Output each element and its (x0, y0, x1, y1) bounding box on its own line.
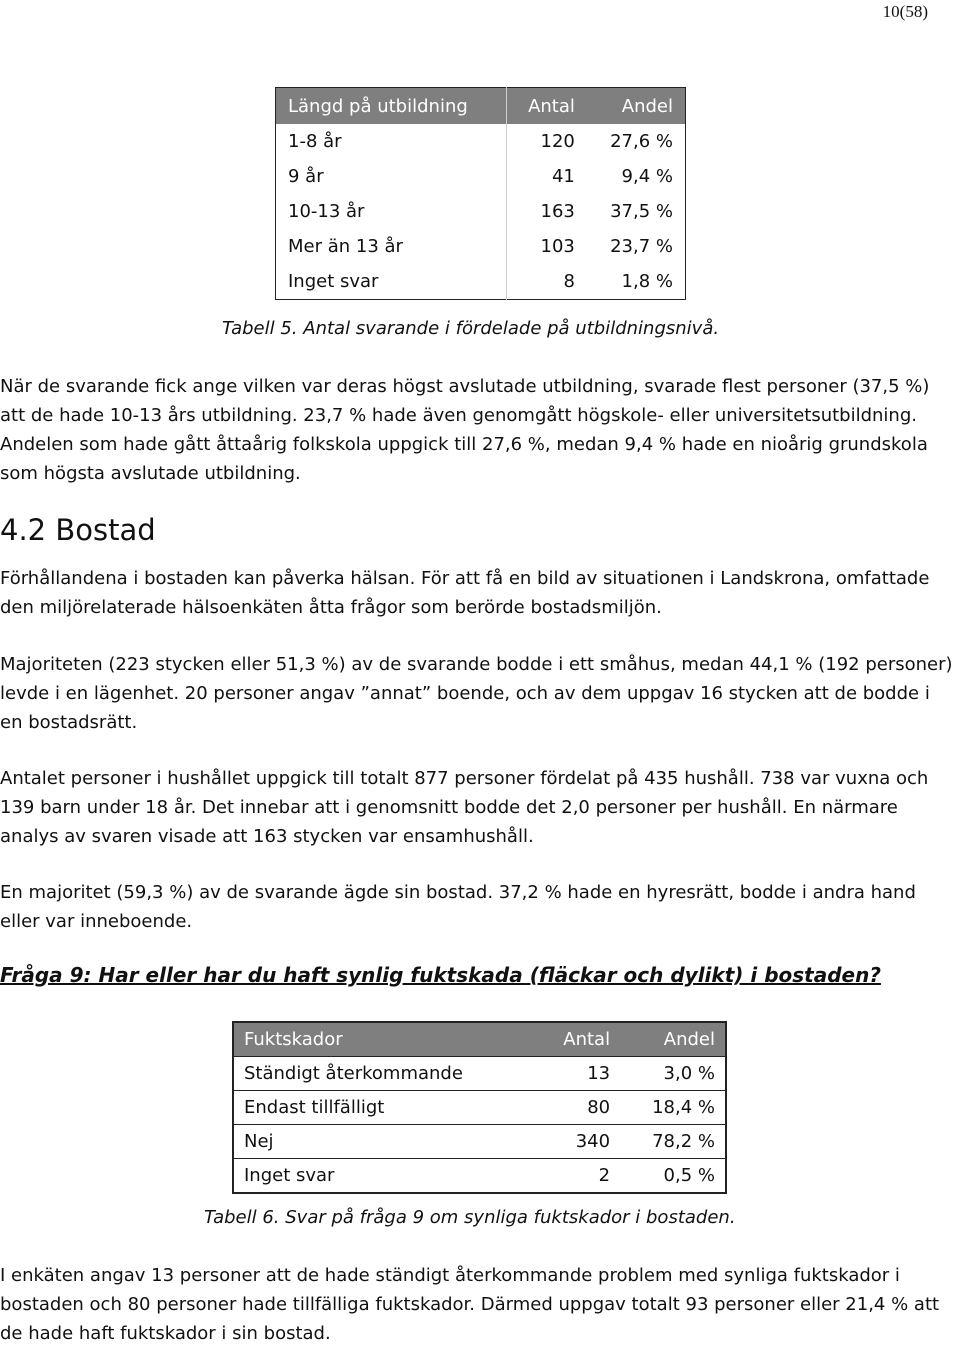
table-cell: 163 (540, 201, 575, 222)
table-cell: 0,5 % (620, 1159, 726, 1194)
table-row (276, 194, 686, 229)
table-cell: 37,5 % (610, 201, 673, 222)
table-row (276, 159, 686, 194)
table-header-row (276, 88, 686, 125)
column-header: Antal (536, 1022, 620, 1057)
table-cell: Mer än 13 år (276, 229, 507, 264)
paragraph: Förhållandena i bostaden kan påverka hälsan. För att få en bild av situationen i Landskrona, omfattade den miljörelaterade hälsoenkäten åtta frågor som berörde bostadsmiljön. (0, 568, 930, 618)
paragraph: Majoriteten (223 stycken eller 51,3 %) av de svarande bodde i ett småhus, medan 44,1 % (192 personer) levde i en lägenhet. 20 personer angav ”annat” boende, och av dem uppgav 16 stycken att de bodde i en bostadsrätt. (0, 654, 953, 733)
page-number: 10(58) (882, 2, 928, 21)
moisture-damage-table (232, 1021, 727, 1194)
column-header: Fuktskador (233, 1022, 536, 1057)
table-cell: 340 (536, 1125, 620, 1159)
table-row (233, 1091, 726, 1125)
table-cell: 8 (563, 271, 575, 292)
table-cell: 9,4 % (621, 166, 673, 187)
table-caption: Tabell 6. Svar på fråga 9 om synliga fuktskador i bostaden. (204, 1207, 736, 1228)
table-header-row (233, 1022, 726, 1057)
section-heading: 4.2 Bostad (0, 513, 156, 547)
table-cell: 18,4 % (620, 1091, 726, 1125)
table-cell: Ständigt återkommande (233, 1057, 536, 1091)
paragraph: Antalet personer i hushållet uppgick till totalt 877 personer fördelat på 435 hushåll. 738 var vuxna och 139 barn under 18 år. Det innebar att i genomsnitt bodde det 2,0 personer per hushåll. En närmare analys av svaren visade att 163 stycken var ensamhushåll. (0, 768, 929, 847)
table-cell: 2 (536, 1159, 620, 1194)
table-cell: 1-8 år (276, 124, 507, 159)
table-cell: Inget svar (276, 264, 507, 300)
column-header: Antal (506, 88, 586, 125)
paragraph: I enkäten angav 13 personer att de hade ständigt återkommande problem med synliga fuktskador i bostaden och 80 personer hade tillfälliga fuktskador. Därmed uppgav totalt 93 personer eller 21,4 % att de hade haft fuktskador i sin bostad. (0, 1265, 940, 1344)
table-cell: 3,0 % (620, 1057, 726, 1091)
table-cell: 10-13 år (276, 194, 507, 229)
column-header: Andel (587, 88, 686, 125)
table-row (233, 1125, 726, 1159)
question-heading: Fråga 9: Har eller har du haft synlig fuktskada (fläckar och dylikt) i bostaden? (0, 963, 881, 987)
table-cell: 13 (536, 1057, 620, 1091)
table-row (276, 229, 686, 264)
table-cell: 1,8 % (621, 271, 673, 292)
table-cell: 27,6 % (610, 131, 673, 152)
table-cell: 103 (540, 236, 575, 257)
column-header: Längd på utbildning (276, 88, 507, 125)
table-cell: 78,2 % (620, 1125, 726, 1159)
table-cell: Endast tillfälligt (233, 1091, 536, 1125)
paragraph: När de svarande fick ange vilken var deras högst avslutade utbildning, svarade flest personer (37,5 %) att de hade 10-13 års utbildning. 23,7 % hade även genomgått högskole- eller universitetsutbildning. Andelen som hade gått åttaårig folkskola uppgick till 27,6 %, medan 9,4 % hade en nioårig grundskola som högsta avslutade utbildning. (0, 376, 930, 484)
table-row (233, 1057, 726, 1091)
table-caption: Tabell 5. Antal svarande i fördelade på utbildningsnivå. (222, 318, 720, 339)
table-row (276, 264, 686, 300)
table-row (233, 1159, 726, 1194)
table-cell: 120 (540, 131, 575, 152)
column-header: Andel (620, 1022, 726, 1057)
table-cell: 80 (536, 1091, 620, 1125)
table-cell: 41 (551, 166, 575, 187)
paragraph: En majoritet (59,3 %) av de svarande ägde sin bostad. 37,2 % hade en hyresrätt, bodde i andra hand eller var inneboende. (0, 882, 916, 932)
table-cell: 9 år (276, 159, 507, 194)
table-row (276, 124, 686, 159)
table-cell: 23,7 % (610, 236, 673, 257)
education-table (275, 87, 686, 300)
table-cell: Nej (233, 1125, 536, 1159)
table-cell: Inget svar (233, 1159, 536, 1194)
